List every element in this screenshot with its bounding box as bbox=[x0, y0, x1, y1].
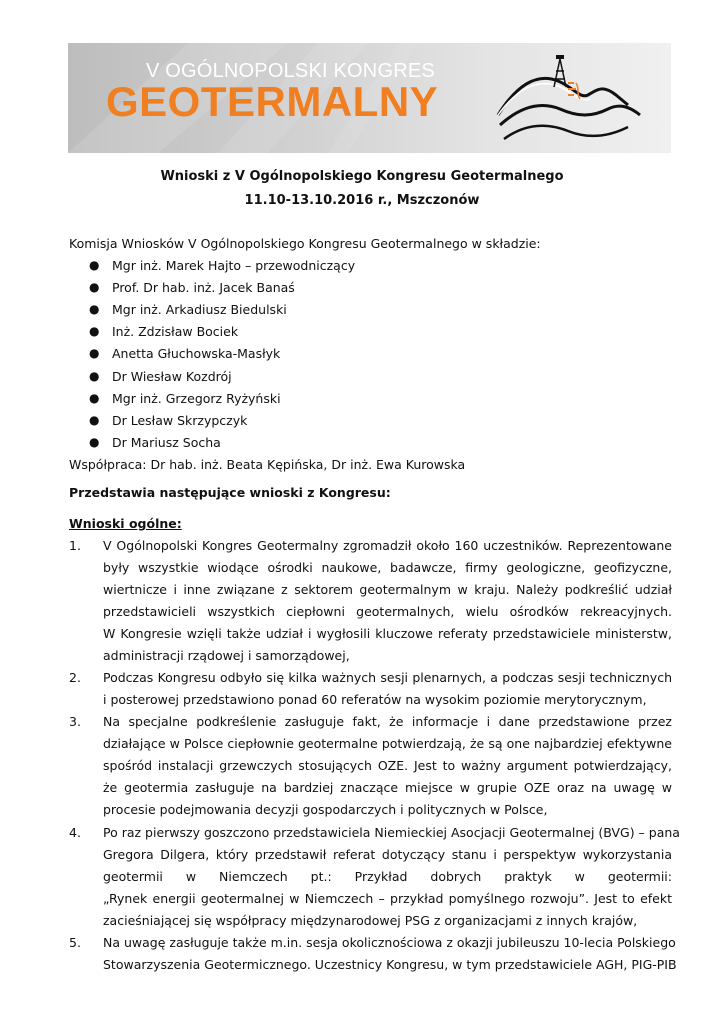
bullet-icon: ● bbox=[89, 413, 100, 427]
member-name: Dr Mariusz Socha bbox=[112, 435, 221, 450]
text-line: Podczas Kongresu odbyło się kilka ważnych sesji plenarnych, a podczas sesji technicznych bbox=[103, 670, 672, 685]
list-item bbox=[0, 391, 724, 411]
list-item bbox=[0, 324, 724, 344]
item-number: 3. bbox=[69, 714, 81, 729]
bullet-icon: ● bbox=[89, 435, 100, 449]
member-name: Inż. Zdzisław Bociek bbox=[112, 324, 239, 339]
bullet-icon: ● bbox=[89, 369, 100, 383]
member-name: Prof. Dr hab. inż. Jacek Banaś bbox=[112, 280, 295, 295]
text-line: przedstawicieli wszystkich ciepłowni geotermalnych, wielu ośrodków rekreacyjnych. bbox=[103, 604, 672, 619]
text-line: że geotermia zasługuje na bardziej znaczące miejsce w grupie OZE oraz na uwagę w bbox=[103, 780, 672, 795]
text-line: administracji rządowej i samorządowej, bbox=[103, 648, 350, 663]
text-line: Stowarzyszenia Geotermicznego. Uczestnicy Kongresu, w tym przedstawiciele AGH, PIG-PIB bbox=[103, 957, 677, 972]
text-line: działające w Polsce ciepłownie geotermalne potwierdzają, że są one najbardziej efektywne bbox=[103, 736, 672, 751]
text-line: spośród instalacji grzewczych stosujących OZE. Jest to ważny argument potwierdzający, bbox=[103, 758, 672, 773]
bullet-icon: ● bbox=[89, 258, 100, 272]
member-name: Dr Lesław Skrzypczyk bbox=[112, 413, 248, 428]
congress-banner bbox=[68, 43, 671, 153]
text-line: V Ogólnopolski Kongres Geotermalny zgromadził około 160 uczestników. Reprezentowane bbox=[103, 538, 672, 553]
text-line: Na uwagę zasługuje także m.in. sesja okolicznościowa z okazji jubileuszu 10-lecia Polskiego bbox=[103, 935, 676, 950]
geothermal-logo-icon bbox=[498, 55, 640, 139]
member-name: Dr Wiesław Kozdrój bbox=[112, 369, 232, 384]
list-item bbox=[0, 413, 724, 433]
text-line: zacieśniającej się współpracy międzynarodowej PSG z organizacjami z innych krajów, bbox=[103, 913, 638, 928]
member-name: Mgr inż. Grzegorz Ryżyński bbox=[112, 391, 281, 406]
commission-intro: Komisja Wniosków V Ogólnopolskiego Kongresu Geotermalnego w składzie: bbox=[69, 236, 541, 251]
text-line: geotermii w Niemczech pt.: Przykład dobrych praktyk w geotermii: bbox=[103, 869, 672, 884]
banner-title-line1: V OGÓLNOPOLSKI KONGRES bbox=[146, 60, 435, 82]
text-line: i posterowej przedstawiono ponad 60 referatów na wysokim poziomie merytorycznym, bbox=[103, 692, 647, 707]
bullet-icon: ● bbox=[89, 324, 100, 338]
general-conclusions-heading: Wnioski ogólne: bbox=[69, 516, 182, 531]
bullet-icon: ● bbox=[89, 302, 100, 316]
document-subtitle: 11.10-13.10.2016 r., Mszczonów bbox=[244, 193, 480, 208]
list-item bbox=[0, 435, 724, 455]
member-name: Mgr inż. Marek Hajto – przewodniczący bbox=[112, 258, 356, 273]
member-name: Mgr inż. Arkadiusz Biedulski bbox=[112, 302, 287, 317]
text-line: były wszystkie wiodące ośrodki naukowe, badawcze, firmy geologiczne, geofizyczne, bbox=[103, 560, 672, 575]
member-name: Anetta Głuchowska-Masłyk bbox=[112, 346, 281, 361]
bullet-icon: ● bbox=[89, 391, 100, 405]
banner-title-line2: GEOTERMALNY bbox=[106, 78, 439, 125]
list-item bbox=[0, 346, 724, 366]
list-item bbox=[0, 302, 724, 322]
text-line: „Rynek energii geotermalnej w Niemczech – przykład pomyślnego rozwoju”. Jest to efekt bbox=[103, 891, 672, 906]
item-number: 4. bbox=[69, 825, 81, 840]
list-item bbox=[0, 258, 724, 278]
text-line: wiertnicze i inne związane z sektorem geotermalnym w kraju. Należy podkreślić udział bbox=[103, 582, 672, 597]
bullet-icon: ● bbox=[89, 280, 100, 294]
text-line: Po raz pierwszy goszczono przedstawiciela Niemieckiej Asocjacji Geotermalnej (BVG) – pana bbox=[103, 825, 680, 840]
text-line: procesie podejmowania decyzji gospodarczych i politycznych w Polsce, bbox=[103, 802, 548, 817]
cooperation-line: Współpraca: Dr hab. inż. Beata Kępińska, Dr inż. Ewa Kurowska bbox=[69, 457, 466, 472]
item-number: 5. bbox=[69, 935, 81, 950]
item-number: 1. bbox=[69, 538, 81, 553]
text-line: Na specjalne podkreślenie zasługuje fakt, że informacje i dane przedstawione przez bbox=[103, 714, 672, 729]
text-line: W Kongresie wzięli także udział i wygłosili kluczowe referaty przedstawiciele ministerstw, bbox=[103, 626, 672, 641]
list-item bbox=[0, 280, 724, 300]
item-number: 2. bbox=[69, 670, 81, 685]
list-item bbox=[0, 369, 724, 389]
document-title: Wnioski z V Ogólnopolskiego Kongresu Geotermalnego bbox=[160, 169, 564, 184]
conclusions-intro: Przedstawia następujące wnioski z Kongresu: bbox=[69, 485, 391, 500]
bullet-icon: ● bbox=[89, 346, 100, 360]
text-line: Gregora Dilgera, który przedstawił referat dotyczący stanu i perspektyw wykorzystania bbox=[103, 847, 672, 862]
